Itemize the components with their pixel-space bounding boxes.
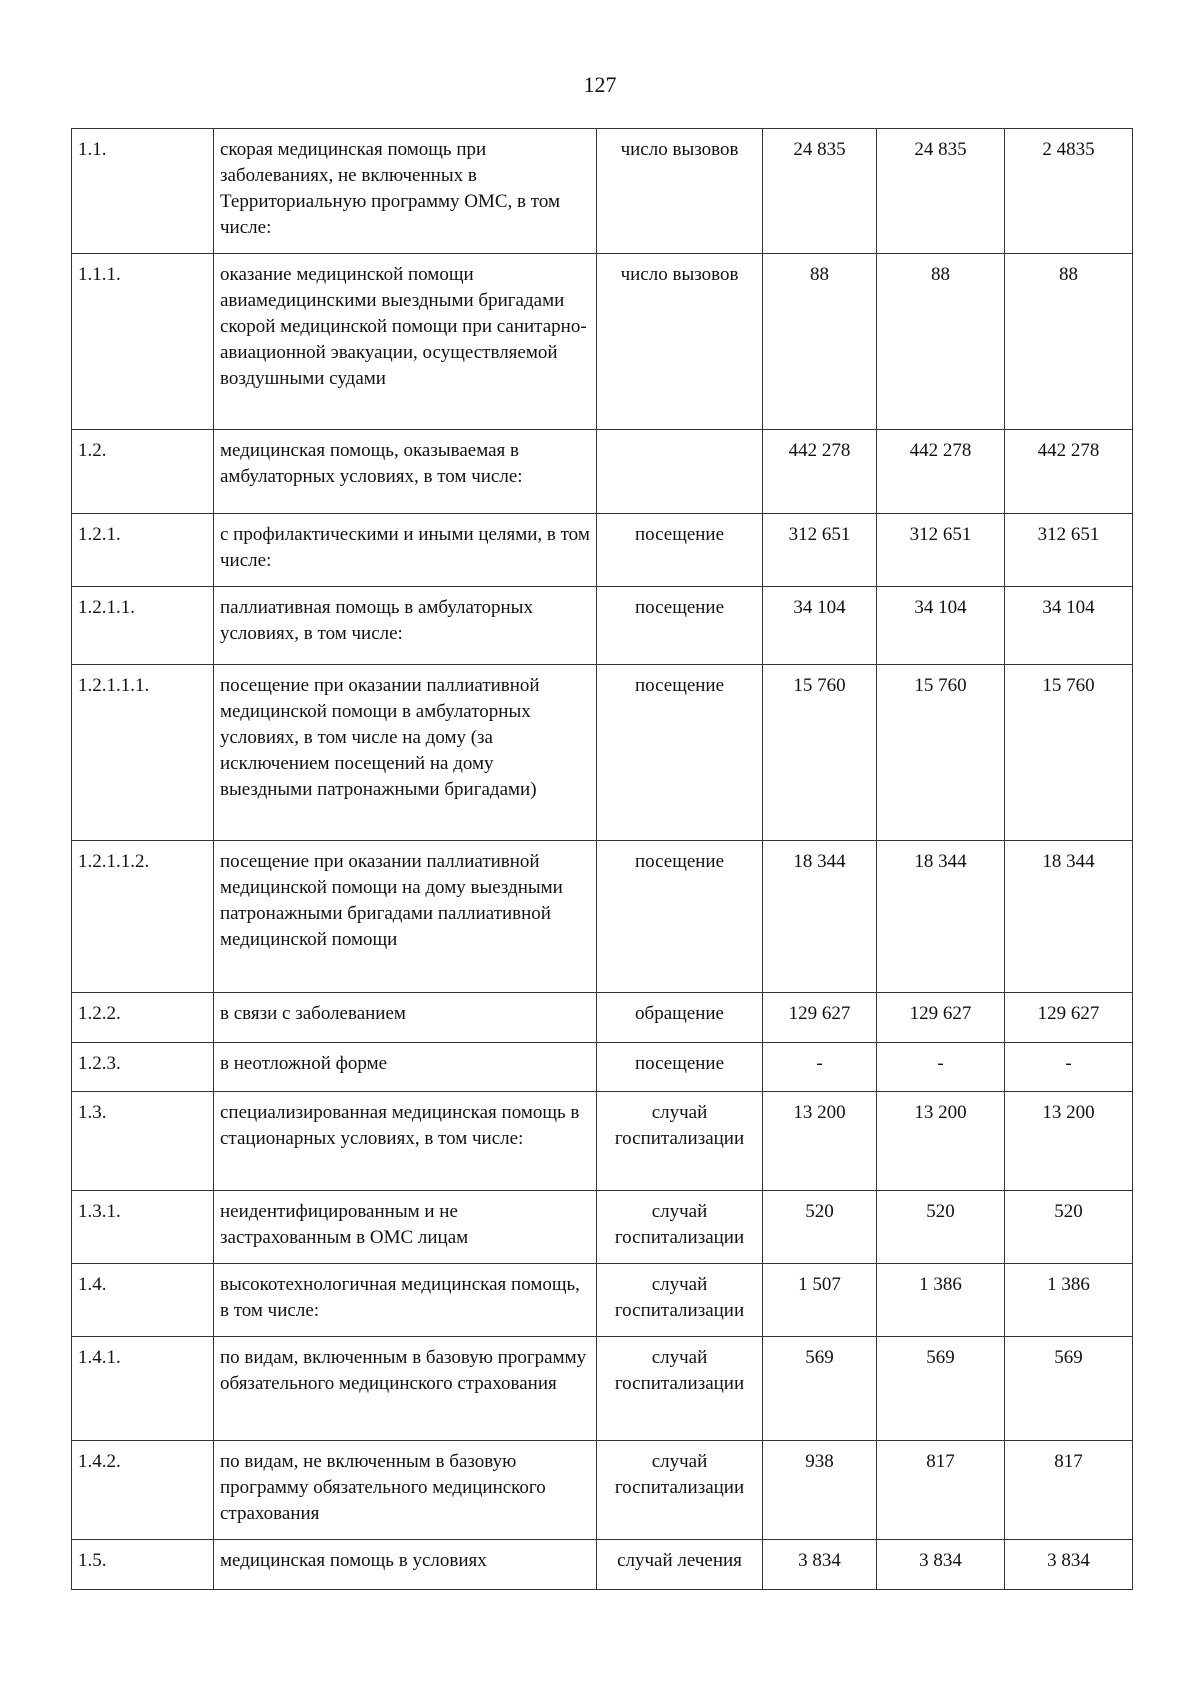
- volume-table: [71, 128, 1133, 1590]
- row-unit: посещение: [597, 665, 763, 841]
- row-code: 1.2.1.1.1.: [72, 665, 214, 841]
- row-unit: случай лечения: [597, 1540, 763, 1590]
- table-row: [72, 129, 1133, 254]
- row-unit: посещение: [597, 1043, 763, 1092]
- row-value-3: 569: [1005, 1337, 1133, 1441]
- row-name: оказание медицинской помощи авиамедицинскими выездными бригадами скорой медицинской помощи при санитарно-авиационной эвакуации, осуществляемой воздушными судами: [214, 254, 597, 430]
- row-value-1: 24 835: [763, 129, 877, 254]
- row-value-2: 569: [877, 1337, 1005, 1441]
- table-row: [72, 1540, 1133, 1590]
- row-value-3: 18 344: [1005, 841, 1133, 993]
- row-value-3: 2 4835: [1005, 129, 1133, 254]
- row-code: 1.4.2.: [72, 1441, 214, 1540]
- table-row: [72, 1337, 1133, 1441]
- row-unit: посещение: [597, 587, 763, 665]
- row-code: 1.4.1.: [72, 1337, 214, 1441]
- row-value-1: 3 834: [763, 1540, 877, 1590]
- row-code: 1.1.1.: [72, 254, 214, 430]
- row-unit: случай госпитализации: [597, 1092, 763, 1191]
- row-name: высокотехнологичная медицинская помощь, в том числе:: [214, 1264, 597, 1337]
- row-name: медицинская помощь, оказываемая в амбулаторных условиях, в том числе:: [214, 430, 597, 514]
- table-row: [72, 1191, 1133, 1264]
- row-code: 1.2.2.: [72, 993, 214, 1043]
- row-value-3: 520: [1005, 1191, 1133, 1264]
- row-value-3: 15 760: [1005, 665, 1133, 841]
- row-value-2: 15 760: [877, 665, 1005, 841]
- row-unit: случай госпитализации: [597, 1441, 763, 1540]
- row-value-3: 13 200: [1005, 1092, 1133, 1191]
- row-value-1: 13 200: [763, 1092, 877, 1191]
- table-row: [72, 1092, 1133, 1191]
- row-unit: случай госпитализации: [597, 1264, 763, 1337]
- row-unit: посещение: [597, 841, 763, 993]
- row-value-1: 520: [763, 1191, 877, 1264]
- row-value-2: 18 344: [877, 841, 1005, 993]
- row-value-1: 312 651: [763, 514, 877, 587]
- row-value-2: -: [877, 1043, 1005, 1092]
- row-value-2: 817: [877, 1441, 1005, 1540]
- row-value-3: 1 386: [1005, 1264, 1133, 1337]
- row-value-1: 18 344: [763, 841, 877, 993]
- row-value-3: 817: [1005, 1441, 1133, 1540]
- row-value-1: 34 104: [763, 587, 877, 665]
- row-value-2: 3 834: [877, 1540, 1005, 1590]
- row-value-3: 442 278: [1005, 430, 1133, 514]
- row-value-1: -: [763, 1043, 877, 1092]
- row-name: скорая медицинская помощь при заболеваниях, не включенных в Территориальную программу ОМС, в том числе:: [214, 129, 597, 254]
- row-value-3: 3 834: [1005, 1540, 1133, 1590]
- row-code: 1.1.: [72, 129, 214, 254]
- row-value-3: -: [1005, 1043, 1133, 1092]
- row-value-3: 312 651: [1005, 514, 1133, 587]
- row-value-2: 1 386: [877, 1264, 1005, 1337]
- row-value-1: 129 627: [763, 993, 877, 1043]
- table-row: [72, 254, 1133, 430]
- row-value-3: 129 627: [1005, 993, 1133, 1043]
- row-value-2: 442 278: [877, 430, 1005, 514]
- row-code: 1.2.: [72, 430, 214, 514]
- row-value-2: 24 835: [877, 129, 1005, 254]
- row-name: посещение при оказании паллиативной медицинской помощи на дому выездными патронажными бригадами паллиативной медицинской помощи: [214, 841, 597, 993]
- table-row: [72, 665, 1133, 841]
- row-code: 1.5.: [72, 1540, 214, 1590]
- table-row: [72, 1264, 1133, 1337]
- row-value-1: 569: [763, 1337, 877, 1441]
- row-value-2: 520: [877, 1191, 1005, 1264]
- row-name: в связи с заболеванием: [214, 993, 597, 1043]
- row-value-1: 1 507: [763, 1264, 877, 1337]
- table-row: [72, 841, 1133, 993]
- table-row: [72, 587, 1133, 665]
- row-value-1: 88: [763, 254, 877, 430]
- table-row: [72, 993, 1133, 1043]
- row-code: 1.2.1.1.: [72, 587, 214, 665]
- row-code: 1.2.1.1.2.: [72, 841, 214, 993]
- row-value-2: 312 651: [877, 514, 1005, 587]
- row-code: 1.2.1.: [72, 514, 214, 587]
- row-code: 1.3.1.: [72, 1191, 214, 1264]
- page-number: 127: [583, 72, 617, 97]
- row-name: с профилактическими и иными целями, в том числе:: [214, 514, 597, 587]
- row-value-2: 129 627: [877, 993, 1005, 1043]
- row-value-1: 442 278: [763, 430, 877, 514]
- row-name: в неотложной форме: [214, 1043, 597, 1092]
- row-unit: посещение: [597, 514, 763, 587]
- row-unit: [597, 430, 763, 514]
- row-code: 1.4.: [72, 1264, 214, 1337]
- row-name: по видам, включенным в базовую программу обязательного медицинского страхования: [214, 1337, 597, 1441]
- row-value-3: 88: [1005, 254, 1133, 430]
- table-row: [72, 430, 1133, 514]
- row-value-2: 34 104: [877, 587, 1005, 665]
- row-code: 1.2.3.: [72, 1043, 214, 1092]
- row-name: медицинская помощь в условиях: [214, 1540, 597, 1590]
- table-row: [72, 1441, 1133, 1540]
- row-value-1: 938: [763, 1441, 877, 1540]
- row-value-3: 34 104: [1005, 587, 1133, 665]
- row-value-2: 13 200: [877, 1092, 1005, 1191]
- row-value-2: 88: [877, 254, 1005, 430]
- row-unit: число вызовов: [597, 254, 763, 430]
- table-row: [72, 1043, 1133, 1092]
- row-name: посещение при оказании паллиативной медицинской помощи в амбулаторных условиях, в том числе на дому (за исключением посещений на дому выездными патронажными бригадами): [214, 665, 597, 841]
- row-code: 1.3.: [72, 1092, 214, 1191]
- row-value-1: 15 760: [763, 665, 877, 841]
- row-name: паллиативная помощь в амбулаторных условиях, в том числе:: [214, 587, 597, 665]
- row-name: неидентифицированным и не застрахованным в ОМС лицам: [214, 1191, 597, 1264]
- row-name: по видам, не включенным в базовую программу обязательного медицинского страхования: [214, 1441, 597, 1540]
- row-unit: обращение: [597, 993, 763, 1043]
- row-unit: случай госпитализации: [597, 1191, 763, 1264]
- table-row: [72, 514, 1133, 587]
- row-unit: случай госпитализации: [597, 1337, 763, 1441]
- row-name: специализированная медицинская помощь в стационарных условиях, в том числе:: [214, 1092, 597, 1191]
- row-unit: число вызовов: [597, 129, 763, 254]
